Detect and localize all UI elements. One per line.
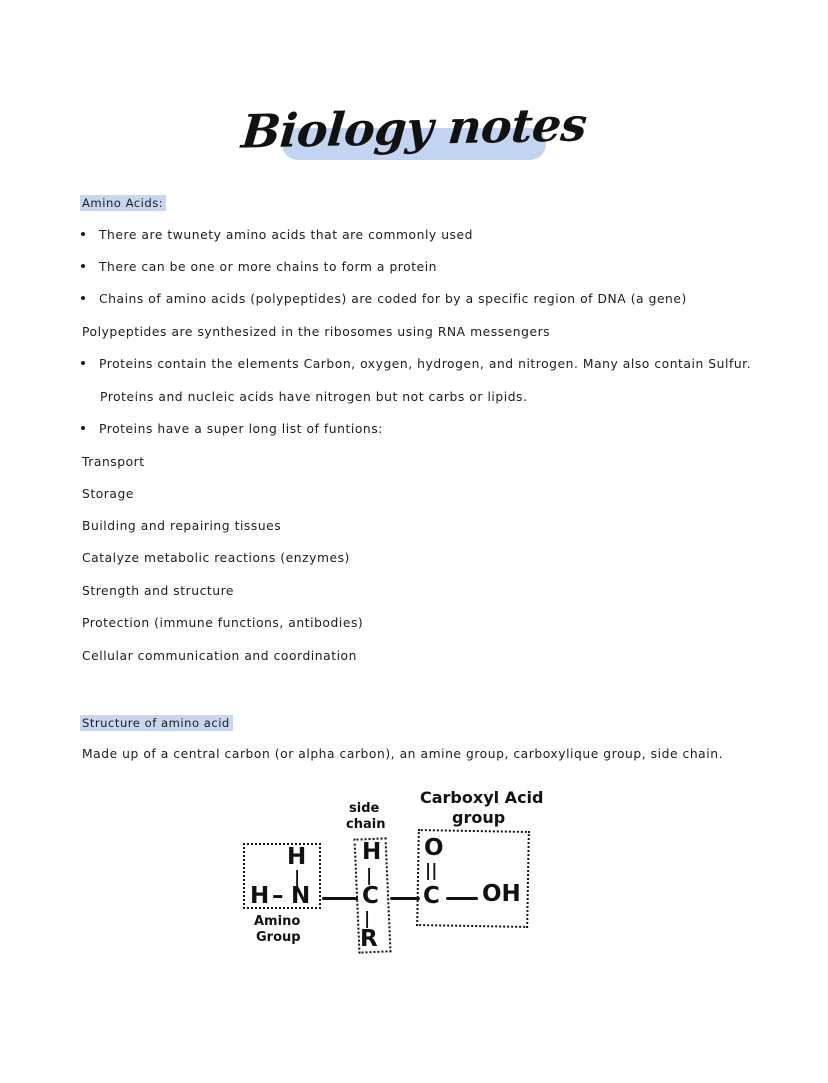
carboxyl-carbon: C bbox=[423, 883, 440, 909]
carboxyl-group-label-line1: Carboxyl Acid bbox=[420, 788, 544, 807]
section-heading-amino-acids-text: Amino Acids: bbox=[80, 195, 166, 211]
bullet-dot-icon bbox=[81, 232, 85, 236]
list-item bbox=[81, 357, 751, 371]
carboxyl-oxygen: O bbox=[424, 835, 444, 861]
side-chain-label-line1: side bbox=[349, 801, 380, 816]
carboxyl-double-bond: || bbox=[425, 861, 438, 881]
side-chain-bond-bottom: | bbox=[364, 909, 371, 929]
list-item bbox=[81, 422, 383, 436]
page-title-text: Biology notes bbox=[239, 97, 589, 159]
list-item-label: Proteins have a super long list of funtions: bbox=[99, 422, 383, 436]
list-item bbox=[81, 228, 473, 242]
bond-carbon-carbon bbox=[390, 897, 420, 900]
bullet-dot-icon bbox=[81, 296, 85, 300]
bond-nitrogen-carbon bbox=[322, 897, 358, 900]
function-item: Storage bbox=[82, 487, 134, 501]
list-item bbox=[81, 260, 437, 274]
amino-group-vertical-bond: | bbox=[294, 868, 301, 888]
list-item bbox=[81, 292, 687, 306]
structure-description: Made up of a central carbon (or alpha carbon), an amine group, carboxylique group, side chain. bbox=[82, 747, 724, 761]
section-heading-amino-acids bbox=[80, 192, 166, 211]
sub-note-nitrogen: Proteins and nucleic acids have nitrogen but not carbs or lipids. bbox=[100, 390, 528, 404]
amino-group-dash: – bbox=[272, 883, 284, 909]
side-chain-central-carbon: C bbox=[362, 883, 379, 909]
page-title bbox=[0, 96, 828, 172]
function-item: Protection (immune functions, antibodies) bbox=[82, 616, 364, 630]
bond-carbon-hydroxyl bbox=[446, 897, 478, 900]
amino-acid-structure-diagram bbox=[230, 780, 570, 980]
section-heading-structure bbox=[80, 712, 233, 731]
amino-group-left-hydrogen: H bbox=[250, 883, 270, 909]
carboxyl-hydroxyl: OH bbox=[482, 881, 521, 907]
side-chain-label-line2: chain bbox=[346, 817, 386, 832]
list-item-label: There are twunety amino acids that are commonly used bbox=[99, 228, 473, 242]
list-item-label: Proteins contain the elements Carbon, oxygen, hydrogen, and nitrogen. Many also contain Sulfur. bbox=[99, 357, 752, 371]
side-chain-bond-top: | bbox=[366, 866, 373, 886]
note-polypeptides: Polypeptides are synthesized in the ribosomes using RNA messengers bbox=[82, 325, 551, 339]
section-heading-structure-text: Structure of amino acid bbox=[80, 715, 233, 731]
bullet-dot-icon bbox=[81, 361, 85, 365]
side-chain-r-group: R bbox=[360, 926, 378, 952]
amino-group-label: Amino bbox=[254, 914, 301, 929]
function-item: Catalyze metabolic reactions (enzymes) bbox=[82, 551, 350, 565]
amino-group-label-line2: Group bbox=[256, 930, 301, 945]
side-chain-top-hydrogen: H bbox=[362, 839, 382, 865]
function-item: Transport bbox=[82, 455, 145, 469]
function-item: Building and repairing tissues bbox=[82, 519, 282, 533]
function-item: Strength and structure bbox=[82, 584, 235, 598]
function-item: Cellular communication and coordination bbox=[82, 649, 357, 663]
bullet-dot-icon bbox=[81, 426, 85, 430]
list-item-label: Chains of amino acids (polypeptides) are coded for by a specific region of DNA (a gene) bbox=[99, 292, 687, 306]
list-item-label: There can be one or more chains to form a protein bbox=[99, 260, 438, 274]
bullet-dot-icon bbox=[81, 264, 85, 268]
carboxyl-group-label-line2: group bbox=[452, 808, 506, 827]
amino-group-nitrogen: N bbox=[291, 883, 311, 909]
amino-group-top-hydrogen: H bbox=[287, 844, 307, 870]
